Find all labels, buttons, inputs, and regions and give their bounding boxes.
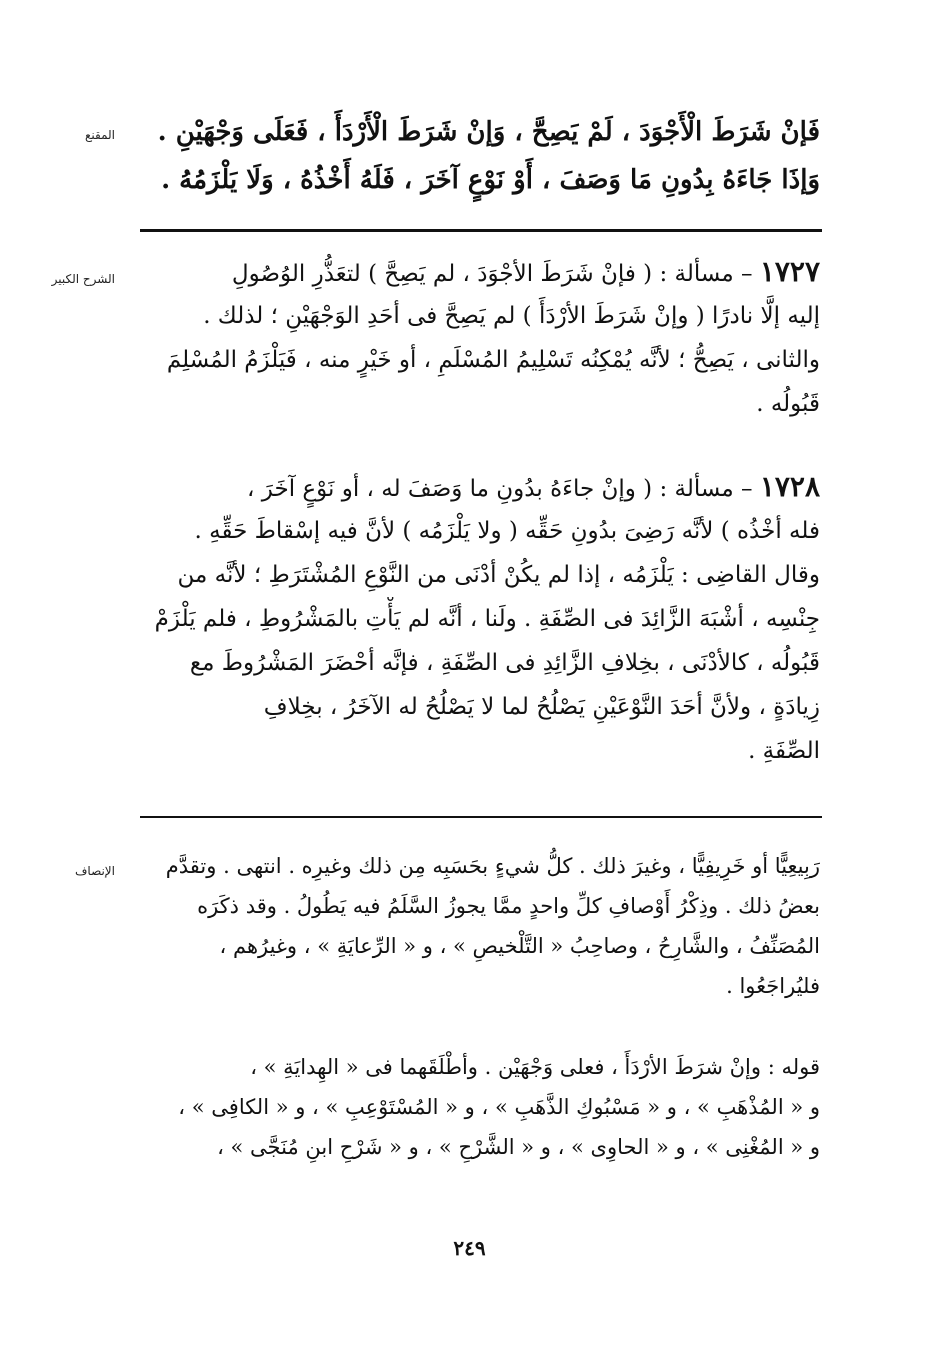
insaf-line: و « المُغْنِى » ، و « الحاوِى » ، و « الشَّرْحِ » ، و « شَرْحِ ابنِ مُنَجَّى » ، [217, 1135, 820, 1159]
sharh-line: إليه إلَّا نادرًا ( وإنْ شَرَطَ الأرْدَأَ ) لم يَصِحَّ فى أحَدِ الوَجْهَيْنِ ؛ لذلك . [203, 303, 820, 329]
insaf-line: بعضُ ذلك . وذِكْرُ أَوْصافِ كلِّ واحدٍ ممَّا يجوزُ السَّلَمُ فيه يَطُولُ . وقد ذكَرَه [197, 894, 820, 918]
insaf-line: المُصَنِّفُ ، والشَّارِحُ ، وصاحِبُ « التَّلْخيصِ » ، و « الرِّعايَةِ » ، وغيرُهم ، [219, 934, 820, 958]
insaf-line: فليُراجَعُوا . [726, 974, 820, 998]
section-divider [140, 816, 822, 818]
sharh-line: الصِّفَةِ . [748, 738, 820, 764]
sharh-line: فله أخْذُه ) لأنَّه رَضِىَ بدُونِ حَقِّه ( ولا يَلْزَمُه ) لأنَّ فيه إسْقاطَ حَقِّهِ . [194, 518, 820, 544]
page-number: ٢٤٩ [453, 1236, 486, 1260]
masala-number: ١٧٢٨ [759, 470, 820, 503]
sharh-line: جِنْسِه ، أشْبَهَ الزَّائِدَ فى الصِّفَةِ . ولَنا ، أنَّه لم يَأْتِ بالمَشْرُوطِ ، فلم يَلْزَمْ [154, 606, 820, 632]
sharh-line: وقال القاضِى : يَلْزَمُه ، إذا لم يكُنْ أدْنَى من النَّوْعِ المُشْتَرَطِ ؛ لأنَّه من [177, 562, 820, 588]
masala-first-line [140, 465, 820, 509]
muqni-line: فَإنْ شَرَطَ الْأَجْوَدَ ، لَمْ يَصِحَّ ، وَإنْ شَرَطَ الْأَرْدَأَ ، فَعَلَى وَجْهَيْنِ . [157, 117, 820, 147]
insaf-paragraph [140, 1047, 820, 1167]
muqni-line: وَإذَا جَاءَهُ بِدُونِ مَا وَصَفَ ، أَوْ نَوْعٍ آخَرَ ، فَلَهُ أَخْذُهُ ، وَلَا يَلْزَمُهُ . [161, 165, 820, 195]
masala-first-line [140, 250, 820, 294]
section-divider [140, 229, 822, 232]
sharh-line: قَبُولُه ، كالأدْنَى ، بخِلافِ الزَّائِدِ فى الصِّفَةِ ، فإنَّه أحْضَرَ المَشْرُوطَ مع [189, 650, 820, 676]
insaf-paragraph [140, 846, 820, 1006]
sharh-line: زِيادَةٍ ، ولأنَّ أحَدَ النَّوْعَيْنِ يَصْلُحُ لما لا يَصْلُحُ له الآخَرُ ، بخِلافِ [263, 694, 820, 720]
insaf-line: و « المُذْهَبِ » ، و « مَسْبُوكِ الذَّهَبِ » ، و « المُسْتَوْعِبِ » ، و « الكافِى » ، [178, 1095, 820, 1119]
masala-heading-text: – مسألة : ( فإنْ شَرَطَ الأجْوَدَ ، لم يَصِحَّ ) لتعَذُّرِ الوُصُولِ [231, 261, 760, 287]
muqni-text [140, 108, 820, 204]
insaf-line: قوله : وإنْ شرَطَ الأرْدَأَ ، فعلى وَجْهَيْن . وأطْلَقَهما فى « الهِدايَةِ » ، [250, 1055, 820, 1079]
margin-label-insaf: الإنصاف [74, 864, 115, 878]
masala-1728 [140, 465, 820, 773]
masala-1727 [140, 250, 820, 426]
sharh-line: قَبُولُه . [756, 391, 820, 417]
masala-heading-text: – مسألة : ( وإنْ جاءَهُ بدُونِ ما وَصَفَ له ، أو نَوْعٍ آخَرَ ، [247, 476, 760, 502]
sharh-line: والثانى ، يَصِحُّ ؛ لأنَّه يُمْكِنُه تَسْلِيمُ المُسْلَمِ ، أو خَيْرٍ منه ، فَيَلْزَمُ المُسْلِمَ [166, 347, 820, 373]
masala-number: ١٧٢٧ [759, 255, 820, 288]
insaf-line: رَبِيعِيًّا أو خَرِيفِيًّا ، وغيرَ ذلك . كلُّ شيءٍ بحَسَبِه مِن ذلك وغيرِه . انتهى . وتقدَّم [165, 854, 820, 878]
margin-label-muqni: المقنع [84, 128, 115, 142]
margin-label-sharh-kabir: الشرح الكبير [51, 272, 115, 286]
